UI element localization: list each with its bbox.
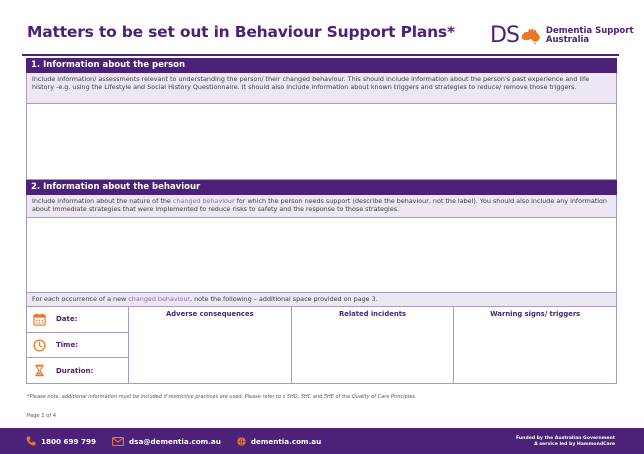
globe-icon: [237, 437, 246, 446]
title-divider: [22, 54, 619, 56]
date-field[interactable]: [27, 307, 128, 333]
hourglass-icon: [33, 364, 46, 377]
mail-icon: [112, 437, 124, 446]
section1-response-field[interactable]: [26, 104, 617, 180]
desc-highlight: changed behaviour: [172, 197, 235, 205]
note-text: , note the following – additional space provided on page 3.: [190, 295, 378, 303]
desc-text: Include information about the nature of the: [32, 197, 173, 205]
section1-heading: 1. Information about the person: [26, 58, 617, 73]
phone-number: 1800 699 799: [41, 436, 97, 446]
column-header: Related incidents: [339, 310, 406, 318]
column-header: Warning signs/ triggers: [490, 310, 581, 318]
logo-mark: DS: [490, 23, 519, 48]
footer-bar: [0, 428, 644, 454]
footer-credit: [516, 436, 615, 448]
section1-description: Include information/ assessments relevant to understanding the person/ their changed behaviour. This should include information about the person's past experience and life history -e.g. using the Lifestyle and Social History Questionnaire. It should also include information about known triggers and strategies to reduce/ remove those triggers.: [26, 73, 617, 104]
footer-phone[interactable]: [26, 436, 96, 446]
column-header: Adverse consequences: [166, 310, 254, 318]
clock-icon: [33, 339, 46, 352]
occurrence-table: [26, 307, 617, 384]
logo-text: [546, 27, 634, 45]
logo-line1: Dementia Support: [545, 26, 634, 36]
adverse-consequences-column[interactable]: [129, 307, 292, 383]
note-highlight: changed behaviour: [128, 295, 191, 303]
note-text: For each occurrence of a new: [32, 295, 129, 303]
footnote: *Please note, additional information must be included if restrictive practices are used. Please refer to s 5HD, 5HC and 5HE of the Quality of Care Principles.: [27, 394, 417, 400]
warning-signs-column[interactable]: [454, 307, 616, 383]
credit-line2: A service led by HammondCare: [534, 442, 615, 447]
section2-description: [26, 195, 617, 218]
calendar-icon: [33, 313, 46, 326]
dsa-logo: [490, 23, 634, 49]
time-field[interactable]: [27, 333, 128, 359]
credit-line1: Funded by the Australian Government: [516, 436, 615, 441]
duration-field[interactable]: [27, 358, 128, 383]
page-number: Page 1 of 4: [27, 413, 57, 419]
footer-email[interactable]: [112, 437, 221, 446]
website-url: dementia.com.au: [250, 436, 322, 446]
date-label: Date:: [56, 315, 78, 324]
logo-line2: Australia: [545, 35, 590, 45]
occurrence-fields: [27, 307, 129, 383]
page-title: Matters to be set out in Behaviour Support Plans*: [27, 23, 455, 41]
footer-website[interactable]: [237, 437, 321, 446]
phone-icon: [26, 436, 36, 446]
time-label: Time:: [56, 341, 79, 349]
section2-response-field[interactable]: [26, 218, 617, 293]
duration-label: Duration:: [56, 366, 94, 375]
section2-heading: 2. Information about the behaviour: [26, 180, 617, 195]
australia-map-icon: [520, 26, 542, 46]
related-incidents-column[interactable]: [292, 307, 455, 383]
email-address: dsa@dementia.com.au: [129, 436, 221, 446]
desc-text: for which the person needs support (describe the behaviour, not the label). You should also include any information about immediate strategies that were implemented to reduce risks to safety and the response to those strategies.: [32, 197, 607, 214]
occurrence-note: [26, 293, 617, 307]
